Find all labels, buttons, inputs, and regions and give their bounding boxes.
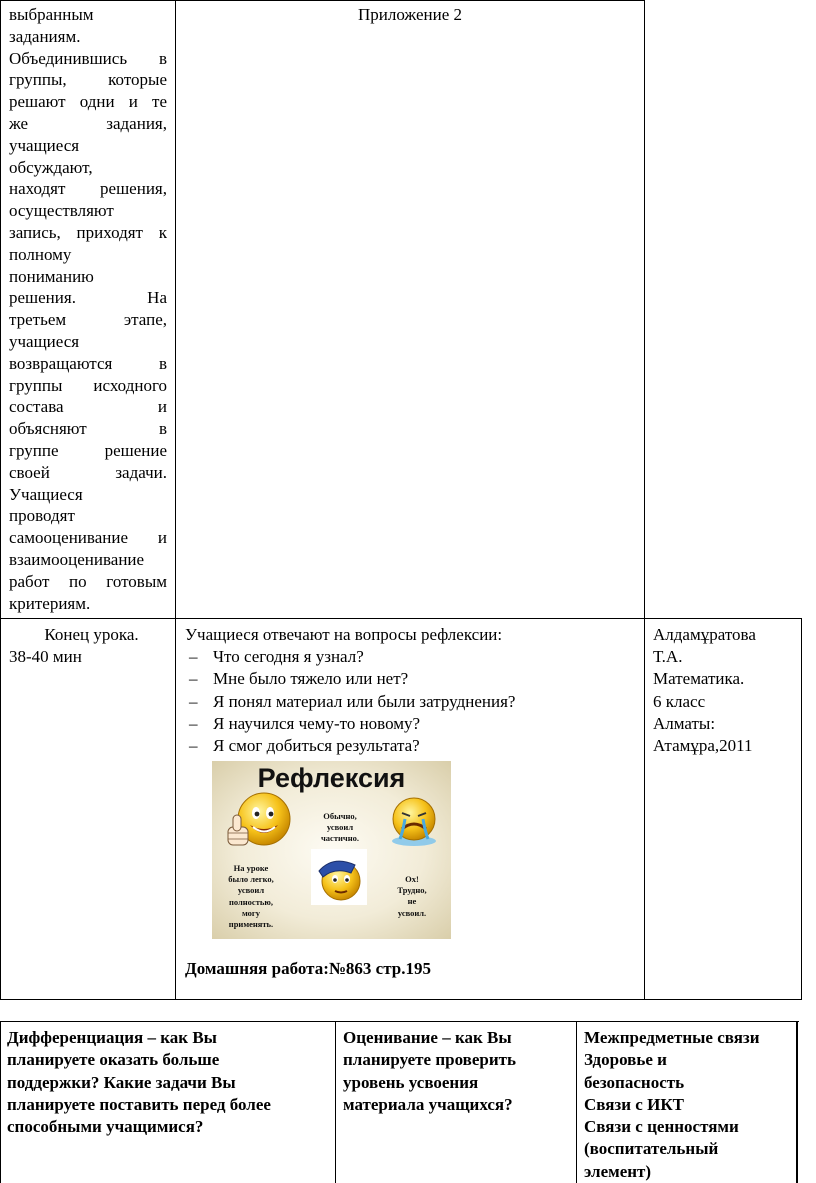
paragraph-line: пониманию [9,266,94,286]
assessment-line: Оценивание – как Вы [343,1028,512,1047]
paragraph-line: возвращаются в [9,353,167,373]
paragraph-line: взаимооценивание [9,549,145,569]
reflection-question: – Я научился чему-то новому? [185,713,640,735]
reflection-questions [185,646,640,757]
easy-caption [218,863,284,930]
bottom-table-border-left [0,1021,1,1183]
caption-line: полностью, [228,896,273,907]
paragraph-line: самооценивание и [9,528,167,548]
paragraph-line: группы исходного [9,375,167,395]
caption-line: не [407,896,417,907]
differentiation-line: планируете поставить перед более [7,1094,271,1114]
lesson-stage [9,624,174,668]
caption-line: применять. [228,919,274,930]
bottom-col-divider-2 [576,1021,577,1183]
bottom-table-border-right [796,1021,798,1183]
paragraph-line: третьем этапе, [9,310,167,330]
cap-smiley-icon [311,849,367,905]
reflection-question: – Мне было тяжело или нет? [185,668,640,690]
resource-line: Атамұра,2011 [653,736,753,756]
reflection-image-title: Рефлексия [257,763,406,793]
caption-line: усвоил [237,885,265,896]
caption-line: усвоил. [397,907,427,918]
caption-line: Трудно, [397,885,427,896]
reflection-question: – Я понял материал или были затруднения? [185,691,640,713]
top-table-border-left [0,0,1,1000]
stage-time: 38-40 мин [9,646,82,666]
assessment-cell [343,1027,573,1116]
caption-line: было легко, [228,874,274,885]
resources [653,624,798,757]
method-description [9,4,167,614]
paragraph-line: заданиям. [9,26,81,46]
paragraph-line: Объединившись в [9,48,167,68]
paragraph-line: учащиеся [9,135,80,155]
resource-line: 6 класс [653,691,706,711]
stage-label: Конец урока. [44,625,139,644]
paragraph-line: Учащиеся [9,484,83,504]
paragraph-line: осуществляют [9,201,114,221]
assessment-line: материала учащихся? [343,1094,513,1114]
reflection-question: – Я смог добиться результата? [185,735,640,757]
partial-caption [310,811,370,845]
top-table-border-bottom [0,999,802,1000]
paragraph-line: запись, приходят к [9,222,167,242]
paragraph-line: работ по готовым [9,571,167,591]
cross-curricular-line: безопасность [584,1072,685,1092]
appendix-label: Приложение 2 [358,5,462,24]
paragraph-line: критериям. [9,593,91,613]
cross-curricular-line: Связи с ИКТ [584,1094,684,1114]
cross-curricular-line: (воспитательный [584,1139,719,1159]
cross-curricular-line: Связи с ценностями [584,1117,739,1137]
caption-line: могу [241,907,261,918]
homework: Домашняя работа:№863 стр.195 [185,959,431,978]
caption-line: На уроке [233,863,269,873]
reflection-image [212,761,451,939]
caption-line: Ох! [405,874,419,884]
cross-curricular-cell [584,1027,794,1183]
reflection-intro: Учащиеся отвечают на вопросы рефлексии: [185,625,503,644]
reflection-question: – Что сегодня я узнал? [185,646,640,668]
top-table-border-right [801,618,802,1000]
paragraph-line: своей задачи. [9,462,167,482]
paragraph-line: состава и [9,397,167,417]
thumbs-up-smiley-icon [224,789,292,855]
resource-line: Алматы: [653,713,716,733]
cross-curricular-line: элемент) [584,1161,652,1181]
crying-smiley-icon [388,795,440,847]
cross-curricular-line: Межпредметные связи [584,1028,760,1047]
paragraph-line: полному [9,244,72,264]
caption-line: частично. [321,833,359,844]
differentiation-cell [7,1027,332,1138]
resource-line: Математика. [653,669,745,689]
paragraph-line: находят решения, [9,179,167,199]
caption-line: усвоил [326,822,354,833]
paragraph-line: же задания, [9,113,167,133]
paragraph-line: учащиеся [9,331,80,351]
row-divider [0,618,802,619]
cross-curricular-line: Здоровье и [584,1050,667,1070]
paragraph-line: выбранным [9,5,94,24]
paragraph-line: объясняют в [9,419,167,439]
col-divider-1 [175,0,176,1000]
hard-caption [384,874,440,919]
paragraph-line: группе решение [9,440,167,460]
resource-line: Алдамұратова [653,625,756,644]
assessment-line: планируете проверить [343,1050,516,1070]
resource-line: Т.А. [653,647,683,667]
bottom-table-border-top [0,1021,799,1022]
differentiation-line: Дифференциация – как Вы [7,1028,217,1047]
bottom-col-divider-1 [335,1021,336,1183]
reflection-cell [185,624,640,757]
paragraph-line: группы, которые [9,70,167,90]
paragraph-line: проводят [9,506,75,526]
assessment-line: уровень усвоения [343,1072,479,1092]
paragraph-line: решения. На [9,288,167,308]
differentiation-line: планируете оказать больше [7,1050,220,1070]
differentiation-line: способными учащимися? [7,1117,204,1137]
differentiation-line: поддержки? Какие задачи Вы [7,1072,236,1092]
top-table-border-top [0,0,645,1]
caption-line: Обычно, [323,811,357,821]
col-divider-2 [644,0,645,1000]
paragraph-line: решают одни и те [9,92,167,112]
paragraph-line: обсуждают, [9,157,93,177]
